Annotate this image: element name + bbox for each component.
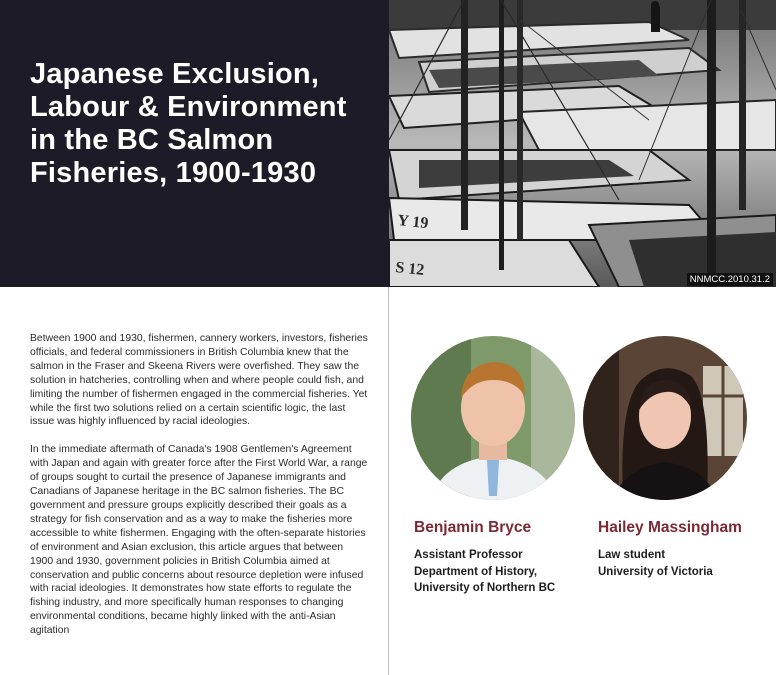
title-block bbox=[0, 0, 389, 287]
title-line: Fisheries, 1900-1930 bbox=[30, 157, 317, 189]
column-divider bbox=[388, 287, 389, 675]
historical-fishing-boats-photo bbox=[389, 0, 776, 287]
portrait-image bbox=[411, 336, 575, 500]
author-role-line: Department of History, bbox=[414, 565, 538, 578]
photo-credit: NNMCC.2010.31.2 bbox=[687, 273, 773, 286]
fishing-boats-image bbox=[389, 0, 776, 287]
abstract-paragraph: Between 1900 and 1930, fishermen, cannery workers, investors, fisheries officials, and federal commissioners in British Columbia knew that the salmon in the Fraser and Skeena Rivers were overfished. They saw the solution in hatcheries, controlling when and where people could fish, and limiting the number of fishermen engaged in the commercial fisheries. Yet while the first two solutions relied on a certain scientific logic, the last issue was highly influenced by racial ideologies. bbox=[30, 333, 368, 428]
author-card-benjamin-bryce bbox=[414, 518, 589, 597]
author-role-line: Assistant Professor bbox=[414, 549, 523, 561]
author-role-line: Law student bbox=[598, 549, 666, 561]
author-card-hailey-massingham bbox=[598, 518, 773, 580]
title-line: in the BC Salmon bbox=[30, 124, 274, 156]
title-line: Japanese Exclusion, bbox=[30, 58, 320, 90]
boat-marking-lower: S 12 bbox=[394, 259, 426, 279]
portrait-image bbox=[583, 336, 747, 500]
title-line: Labour & Environment bbox=[30, 91, 347, 123]
article-title bbox=[30, 58, 371, 190]
author-name: Benjamin Bryce bbox=[414, 519, 532, 536]
abstract-text bbox=[30, 332, 368, 652]
boat-marking-upper: Y 19 bbox=[396, 212, 430, 233]
author-photo-hailey-massingham bbox=[583, 336, 747, 500]
author-photo-benjamin-bryce bbox=[411, 336, 575, 500]
abstract-paragraph: In the immediate aftermath of Canada's 1908 Gentlemen's Agreement with Japan and again with greater force after the First World War, a range of groups sought to curtail the presence of Japanese immigrants and Canadians of Japanese heritage in the BC salmon fisheries. The BC government and pressure groups explicitly described their goals as a strategy for fish conservation and as a way to make the fisheries more accessible to white fishermen. Engaging with the often-separate histories of environment and Asian exclusion, this article argues that between 1900 and 1930, government policies in British Columbia aimed at conservation and public concerns about resource depletion were infused with racial ideologies. It demonstrates how state efforts to regulate the fishing industry, and more specifically human responses to changing environmental conditions, became highly linked with the anti-Asian agitation bbox=[30, 444, 368, 637]
author-name: Hailey Massingham bbox=[598, 519, 742, 536]
author-role-line: University of Northern BC bbox=[414, 582, 556, 594]
author-role-line: University of Victoria bbox=[598, 565, 713, 578]
